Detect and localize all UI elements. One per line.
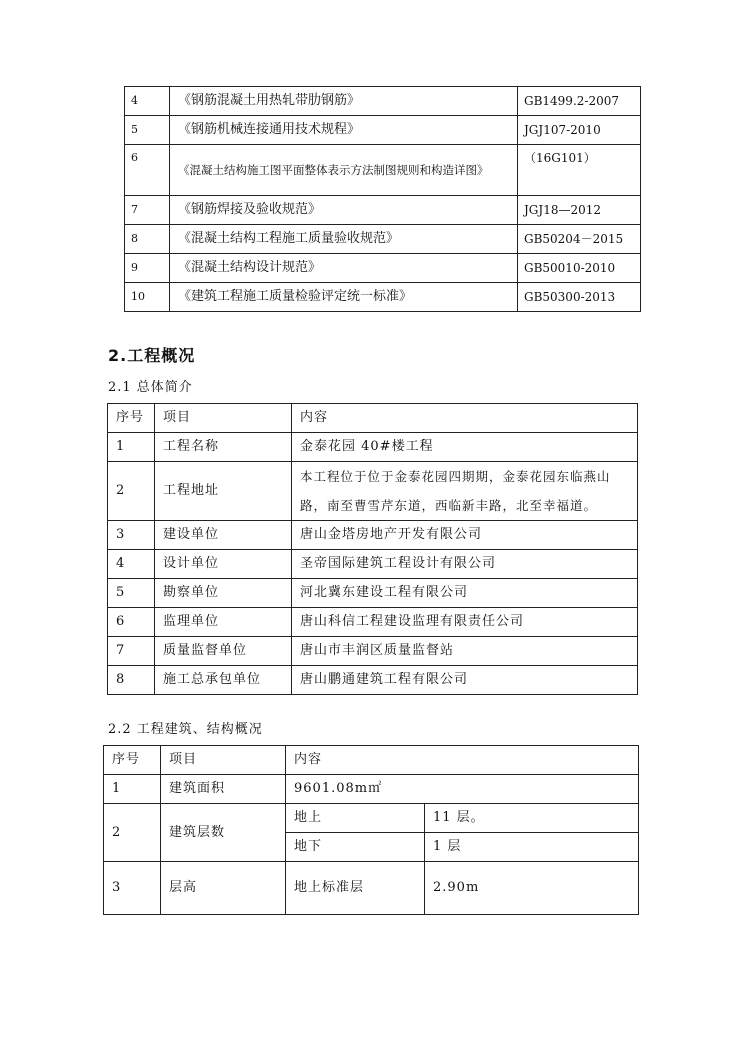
table-row xyxy=(104,775,639,804)
row-item: 建设单位 xyxy=(155,521,292,550)
table-row xyxy=(108,433,638,462)
section-2-1-heading: 2.1 总体简介 xyxy=(108,380,193,395)
standard-code: GB50204－2015 xyxy=(518,225,641,254)
header-content: 内容 xyxy=(292,404,638,433)
row-content: 唐山金塔房地产开发有限公司 xyxy=(292,521,638,550)
standard-code: GB1499.2-2007 xyxy=(518,87,641,116)
table-row xyxy=(108,462,638,521)
row-item: 建筑面积 xyxy=(161,775,286,804)
row-number: 4 xyxy=(108,550,155,579)
table-row xyxy=(125,254,641,283)
standard-code: GB50300-2013 xyxy=(518,283,641,312)
table-row xyxy=(108,637,638,666)
table-row xyxy=(104,862,639,915)
row-number: 2 xyxy=(108,462,155,521)
row-content: 唐山市丰润区质量监督站 xyxy=(292,637,638,666)
table-row xyxy=(125,225,641,254)
standard-code: GB50010-2010 xyxy=(518,254,641,283)
row-number: 3 xyxy=(108,521,155,550)
row-item: 层高 xyxy=(161,862,286,915)
area-value: 9601.08m㎡ xyxy=(286,775,639,804)
table-header-row xyxy=(108,404,638,433)
row-number: 5 xyxy=(108,579,155,608)
row-number: 6 xyxy=(108,608,155,637)
section-2-2-heading: 2.2 工程建筑、结构概况 xyxy=(108,722,263,737)
row-item: 建筑层数 xyxy=(161,804,286,862)
floor-height-label: 地上标准层 xyxy=(286,862,425,915)
row-content: 本工程位于位于金泰花园四期期，金泰花园东临燕山路，南至曹雪芹东道，西临新丰路，北至幸福道。 xyxy=(292,462,638,521)
table-row xyxy=(108,521,638,550)
table-row xyxy=(108,666,638,695)
header-number: 序号 xyxy=(108,404,155,433)
row-number: 6 xyxy=(125,145,170,196)
standard-code: JGJ18—2012 xyxy=(518,196,641,225)
row-number: 3 xyxy=(104,862,161,915)
row-number: 1 xyxy=(104,775,161,804)
header-item: 项目 xyxy=(155,404,292,433)
row-number: 7 xyxy=(125,196,170,225)
standard-name: 《钢筋混凝土用热轧带肋钢筋》 xyxy=(170,87,518,116)
floor-height-value: 2.90m xyxy=(425,862,639,915)
standard-name: 《混凝土结构设计规范》 xyxy=(170,254,518,283)
table-row xyxy=(125,87,641,116)
table-row xyxy=(108,579,638,608)
table-row xyxy=(104,804,639,833)
standard-code: （16G101） xyxy=(518,145,641,196)
row-item: 施工总承包单位 xyxy=(155,666,292,695)
row-number: 10 xyxy=(125,283,170,312)
row-item: 工程名称 xyxy=(155,433,292,462)
standard-name: 《钢筋机械连接通用技术规程》 xyxy=(170,116,518,145)
standards-table xyxy=(124,86,641,312)
section-2-heading: 2.工程概况 xyxy=(108,346,196,365)
row-number: 8 xyxy=(108,666,155,695)
standard-name: 《建筑工程施工质量检验评定统一标准》 xyxy=(170,283,518,312)
row-number: 7 xyxy=(108,637,155,666)
row-content: 圣帝国际建筑工程设计有限公司 xyxy=(292,550,638,579)
standard-name: 《钢筋焊接及验收规范》 xyxy=(170,196,518,225)
row-item: 监理单位 xyxy=(155,608,292,637)
row-content: 河北冀东建设工程有限公司 xyxy=(292,579,638,608)
row-item: 勘察单位 xyxy=(155,579,292,608)
header-item: 项目 xyxy=(161,746,286,775)
table-row xyxy=(125,116,641,145)
table-row xyxy=(108,550,638,579)
table-header-row xyxy=(104,746,639,775)
standard-name: 《混凝土结构施工图平面整体表示方法制图规则和构造详图》 xyxy=(170,145,518,196)
row-content: 金泰花园 40#楼工程 xyxy=(292,433,638,462)
above-ground-value: 11 层。 xyxy=(425,804,639,833)
row-item: 设计单位 xyxy=(155,550,292,579)
table-row xyxy=(125,196,641,225)
overview-table xyxy=(107,403,638,695)
header-number: 序号 xyxy=(104,746,161,775)
table-row xyxy=(125,145,641,196)
below-ground-label: 地下 xyxy=(286,833,425,862)
row-number: 9 xyxy=(125,254,170,283)
header-content: 内容 xyxy=(286,746,639,775)
standard-name: 《混凝土结构工程施工质量验收规范》 xyxy=(170,225,518,254)
row-number: 8 xyxy=(125,225,170,254)
row-item: 工程地址 xyxy=(155,462,292,521)
above-ground-label: 地上 xyxy=(286,804,425,833)
standard-code: JGJ107-2010 xyxy=(518,116,641,145)
table-row xyxy=(125,283,641,312)
row-content: 唐山科信工程建设监理有限责任公司 xyxy=(292,608,638,637)
row-number: 5 xyxy=(125,116,170,145)
row-number: 4 xyxy=(125,87,170,116)
below-ground-value: 1 层 xyxy=(425,833,639,862)
structure-table xyxy=(103,745,639,915)
row-number: 2 xyxy=(104,804,161,862)
row-content: 唐山鹏通建筑工程有限公司 xyxy=(292,666,638,695)
row-item: 质量监督单位 xyxy=(155,637,292,666)
row-number: 1 xyxy=(108,433,155,462)
table-row xyxy=(108,608,638,637)
